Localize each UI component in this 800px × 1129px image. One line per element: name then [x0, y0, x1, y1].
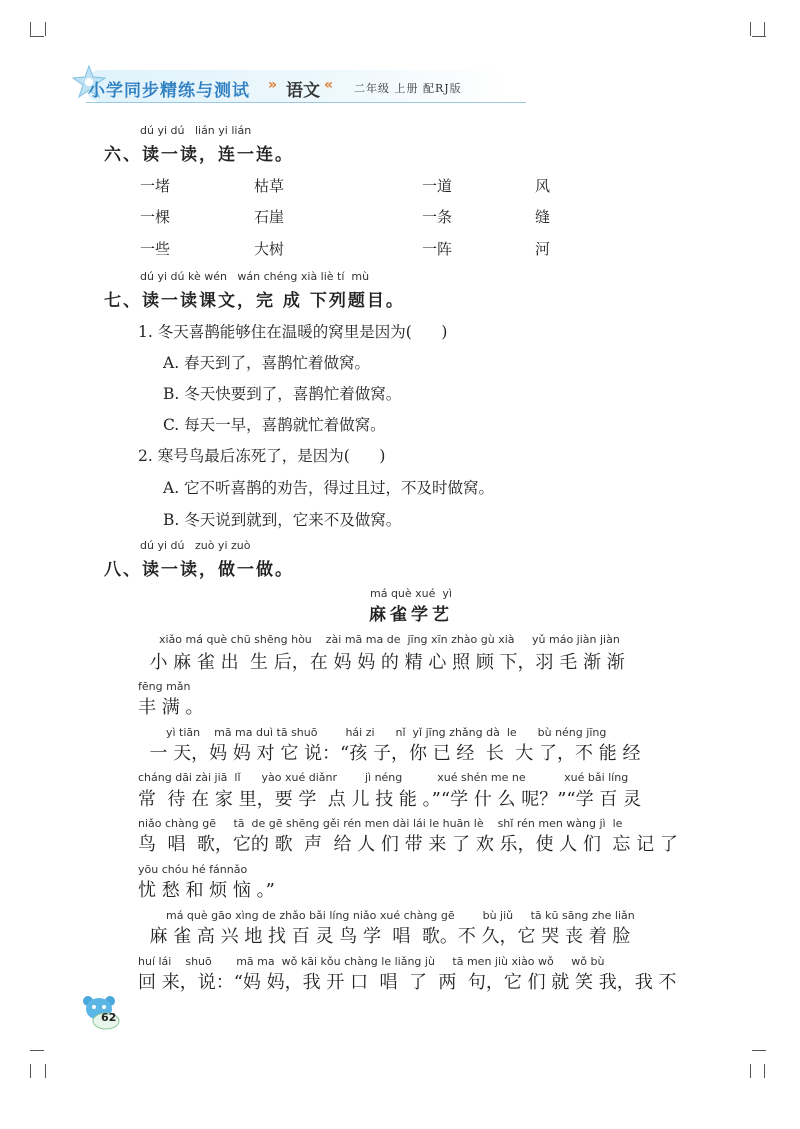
crop-mark	[30, 1064, 31, 1078]
story-title-pinyin: má què xué yì	[370, 587, 452, 600]
match-left-target[interactable]: 大树	[254, 240, 285, 258]
passage-pinyin: niǎo chàng gē tā de gē shēng gěi rén men dài lái le huān lè shǐ rén men wàng jì le	[138, 817, 623, 830]
passage-line: 回 来，说：“妈 妈，我 开 口 唱 了 两 句，它 们 就 笑 我，我 不	[138, 972, 677, 993]
passage-line: 一 天，妈 妈 对 它 说：“孩 子，你 已 经 长 大 了，不 能 经	[138, 743, 641, 764]
match-right-target[interactable]: 风	[535, 177, 551, 195]
q1-option-c[interactable]: C. 每天一早，喜鹊就忙着做窝。	[163, 416, 386, 434]
passage-line: 鸟 唱 歌，它的 歌 声 给 人 们 带 来 了 欢 乐，使 人 们 忘 记 了	[138, 834, 678, 855]
crop-mark	[750, 22, 751, 36]
q2-option-a[interactable]: A. 它不听喜鹊的劝告，得过且过，不及时做窝。	[163, 479, 495, 497]
crop-mark	[30, 36, 44, 37]
crop-mark	[45, 1064, 46, 1078]
passage-line: 忧 愁 和 烦 恼 。”	[138, 880, 275, 901]
section8-title: 八、读一读，做一做。	[104, 560, 294, 580]
section6-title: 六、读一读，连一连。	[104, 145, 294, 165]
passage-line: 小 麻 雀 出 生 后，在 妈 妈 的 精 心 照 顾 下，羽 毛 渐 渐	[138, 652, 625, 673]
match-left-target[interactable]: 枯草	[254, 177, 285, 195]
passage-pinyin: cháng dāi zài jiā lǐ yào xué diǎnr jì néng xué shén me ne xué bǎi líng	[138, 771, 629, 784]
series-title: 小学同步精练与测试	[88, 81, 250, 101]
match-right-target[interactable]: 河	[535, 240, 551, 258]
match-left-item[interactable]: 一堵	[140, 177, 171, 195]
q1-option-b[interactable]: B. 冬天快要到了，喜鹊忙着做窝。	[163, 385, 402, 403]
crop-mark	[750, 1064, 751, 1078]
page-number: 62	[101, 1011, 117, 1024]
question-2: 2. 寒号鸟最后冻死了，是因为( )	[138, 447, 386, 465]
crop-mark	[752, 36, 766, 37]
decor-arrows-right: «	[324, 77, 334, 93]
passage-line: 丰 满 。	[138, 697, 204, 718]
section6-pinyin: dú yi dú lián yi lián	[140, 124, 252, 137]
section8-pinyin: dú yi dú zuò yi zuò	[140, 539, 251, 552]
header-rule	[86, 102, 526, 103]
match-right-item[interactable]: 一道	[422, 177, 453, 195]
crop-mark	[764, 22, 765, 36]
crop-mark	[30, 22, 31, 36]
passage-line: 常 待 在 家 里，要 学 点 儿 技 能 。”“学 什 么 呢？”“学 百 灵	[138, 789, 642, 810]
passage-pinyin: yōu chóu hé fánnǎo	[138, 863, 248, 876]
match-left-target[interactable]: 石崖	[254, 208, 285, 226]
match-left-item[interactable]: 一些	[140, 240, 171, 258]
match-right-item[interactable]: 一阵	[422, 240, 453, 258]
passage-pinyin: huí lái shuō mā ma wǒ kāi kǒu chàng le liǎng jù tā men jiù xiào wǒ wǒ bù	[138, 955, 605, 968]
match-right-item[interactable]: 一条	[422, 208, 453, 226]
crop-mark	[30, 1050, 44, 1051]
passage-line: 麻 雀 高 兴 地 找 百 灵 鸟 学 唱 歌。不 久，它 哭 丧 着 脸	[138, 926, 631, 947]
section7-title: 七、读一读课文，完 成 下列题目。	[104, 291, 405, 311]
crop-mark	[45, 22, 46, 36]
passage-pinyin: yì tiān mā ma duì tā shuō hái zi nǐ yǐ jīng zhǎng dà le bù néng jīng	[138, 726, 607, 739]
story-title: 麻雀学艺	[369, 605, 453, 625]
q1-option-a[interactable]: A. 春天到了，喜鹊忙着做窝。	[163, 354, 371, 372]
q2-option-b[interactable]: B. 冬天说到就到，它来不及做窝。	[163, 511, 402, 529]
decor-arrows-left: »	[268, 77, 278, 93]
passage-pinyin: xiǎo má què chū shēng hòu zài mā ma de jīng xīn zhào gù xià yǔ máo jiàn jiàn	[138, 633, 620, 646]
crop-mark	[764, 1064, 765, 1078]
section7-pinyin: dú yi dú kè wén wán chéng xià liè tí mù	[140, 270, 370, 283]
passage-pinyin: fēng mǎn	[138, 680, 191, 693]
match-right-target[interactable]: 缝	[535, 208, 551, 226]
question-1: 1. 冬天喜鹊能够住在温暖的窝里是因为( )	[138, 323, 448, 341]
subject-label: 语文	[286, 81, 320, 101]
match-left-item[interactable]: 一棵	[140, 208, 171, 226]
passage-pinyin: má què gāo xìng de zhǎo bǎi líng niǎo xué chàng gē bù jiǔ tā kū sāng zhe liǎn	[138, 909, 635, 922]
crop-mark	[752, 1050, 766, 1051]
page-header	[70, 60, 510, 108]
grade-info: 二年级 上册 配RJ版	[354, 82, 462, 95]
